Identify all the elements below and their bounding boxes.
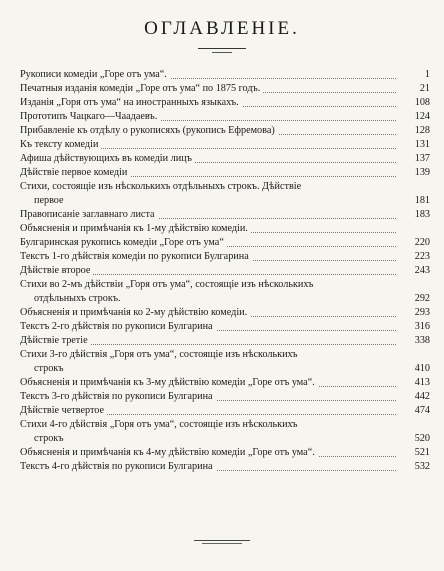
toc-entry-text: [20, 250, 252, 264]
toc-entry: [20, 306, 430, 320]
toc-entry-text: [20, 180, 400, 208]
toc-entry-label: Правописаніе заглавнаго листа: [20, 209, 158, 220]
toc-entry: [20, 110, 430, 124]
toc-page-number: 521: [396, 446, 430, 460]
toc-entry: [20, 208, 430, 222]
title-divider: [198, 48, 246, 49]
toc-page-number: 532: [396, 460, 430, 474]
toc-page-number: 474: [396, 404, 430, 418]
toc-page-number: 442: [396, 390, 430, 404]
toc-page-number: 137: [396, 152, 430, 166]
toc-page-number: 338: [396, 334, 430, 348]
toc-entry-label: Стихи во 2-мъ дѣйствіи „Горя отъ ума“, состоящіе изъ нѣсколькихъ: [20, 279, 316, 290]
toc-entry-label-continued: строкъ: [20, 363, 67, 374]
toc-entry-text: [20, 222, 251, 236]
toc-entry: [20, 96, 430, 110]
toc-entry: [20, 222, 430, 236]
toc-entry: [20, 166, 430, 180]
toc-entry-label-continued: первое: [20, 195, 67, 206]
toc-page-number: 410: [396, 362, 430, 376]
toc-entry-label-continued: отдѣльныхъ строкъ.: [20, 293, 124, 304]
toc-entry-label: Текстъ 1-го дѣйствія комедіи по рукописи Булгарина: [20, 251, 252, 262]
toc-entry-text: [20, 404, 107, 418]
toc-entry-text: [20, 390, 216, 404]
toc-page-number: 293: [396, 306, 430, 320]
toc-entry: [20, 320, 430, 334]
toc-entry-label-continued: строкъ: [20, 433, 67, 444]
toc-entry-label: Дѣйствіе второе: [20, 265, 93, 276]
toc-entry: [20, 404, 430, 418]
toc-entry-label: Дѣйствіе первое комедіи: [20, 167, 130, 178]
toc-entry-text: [20, 334, 91, 348]
toc-entry-text: [20, 236, 227, 250]
toc-entry-label: Объясненія и примѣчанія къ 3-му дѣйствію комедіи „Горе отъ ума“.: [20, 377, 318, 388]
toc-entry: [20, 264, 430, 278]
toc-page-number: 131: [396, 138, 430, 152]
toc-entry-text: [20, 96, 242, 110]
toc-page-number: 520: [396, 432, 430, 446]
toc-entry-text: [20, 82, 263, 96]
toc-entry-label: Объясненія и примѣчанія къ 1-му дѣйствію комедіи.: [20, 223, 251, 234]
toc-entry-label: Изданія „Горя отъ ума“ на иностранныхъ языкахъ.: [20, 97, 242, 108]
toc-entry: [20, 334, 430, 348]
toc-entry: [20, 138, 430, 152]
toc-entry-text: [20, 138, 101, 152]
toc-page-number: 292: [396, 292, 430, 306]
toc-entry: [20, 68, 430, 82]
toc-entry-label: Прибавленіе къ отдѣлу о рукописяхъ (рукопись Ефремова): [20, 125, 278, 136]
toc-page-number: 108: [396, 96, 430, 110]
toc-entry-label: Объясненія и примѣчанія къ 4-му дѣйствію комедіи „Горе отъ ума“.: [20, 447, 318, 458]
toc-entry-text: [20, 446, 318, 460]
closing-divider: [194, 540, 250, 541]
toc-page-number: 220: [396, 236, 430, 250]
toc-entry: [20, 82, 430, 96]
toc-entry-label: Объясненія и примѣчанія ко 2-му дѣйствію комедіи.: [20, 307, 250, 318]
toc-entry: [20, 418, 430, 446]
toc-entry-label: Стихи 4-го дѣйствія „Горя отъ ума“, состоящіе изъ нѣсколькихъ: [20, 419, 301, 430]
toc-entry: [20, 124, 430, 138]
toc-entry-text: [20, 460, 216, 474]
toc-entry-text: [20, 418, 400, 446]
toc-page-number: 183: [396, 208, 430, 222]
toc-entry: [20, 348, 430, 376]
toc-page-number: 124: [396, 110, 430, 124]
toc-entry-text: [20, 348, 400, 376]
toc-entry-label: Булгаринская рукопись комедіи „Горе отъ ума“: [20, 237, 227, 248]
toc-entry: [20, 250, 430, 264]
toc-page-number: 181: [396, 194, 430, 208]
toc-entry-label: Печатныя изданія комедіи „Горе отъ ума“ по 1875 годъ.: [20, 83, 263, 94]
toc-entry-label: Афиша дѣйствующихъ въ комедіи лицъ: [20, 153, 195, 164]
toc-entry-label: Дѣйствіе третіе: [20, 335, 91, 346]
toc-entry-label: Текстъ 3-го дѣйствія по рукописи Булгарина: [20, 391, 216, 402]
toc-page-number: 139: [396, 166, 430, 180]
toc-entry-text: [20, 166, 130, 180]
toc-entry-text: [20, 124, 278, 138]
toc-entry-text: [20, 152, 195, 166]
toc-entry-text: [20, 264, 93, 278]
toc-entry-text: [20, 306, 250, 320]
toc-entry-text: [20, 376, 318, 390]
toc-entry-label: Рукописи комедіи „Горе отъ ума“.: [20, 69, 170, 80]
toc-page-number: 316: [396, 320, 430, 334]
toc-page-number: 1: [396, 68, 430, 82]
toc-entry: [20, 446, 430, 460]
toc-entry: [20, 390, 430, 404]
toc-page-number: 243: [396, 264, 430, 278]
toc-entry-label: Прототипъ Чацкаго—Чаадаевъ.: [20, 111, 160, 122]
toc-page-number: 223: [396, 250, 430, 264]
toc-page-number: 128: [396, 124, 430, 138]
toc-page-number: 413: [396, 376, 430, 390]
table-of-contents: [20, 68, 430, 474]
toc-entry-text: [20, 208, 158, 222]
toc-entry-label: Стихи, состоящіе изъ нѣсколькихъ отдѣльныхъ строкъ. Дѣйствіе: [20, 181, 304, 192]
toc-entry-label: Текстъ 4-го дѣйствія по рукописи Булгарина: [20, 461, 216, 472]
toc-entry-label: Къ тексту комедіи: [20, 139, 101, 150]
toc-entry-label: Стихи 3-го дѣйствія „Горя отъ ума“, состоящіе изъ нѣсколькихъ: [20, 349, 301, 360]
toc-entry-text: [20, 320, 216, 334]
toc-entry-text: [20, 110, 160, 124]
toc-entry: [20, 376, 430, 390]
toc-entry: [20, 236, 430, 250]
toc-entry-label: Текстъ 2-го дѣйствія по рукописи Булгарина: [20, 321, 216, 332]
toc-page-number: 21: [396, 82, 430, 96]
toc-entry: [20, 278, 430, 306]
toc-entry: [20, 180, 430, 208]
toc-entry: [20, 152, 430, 166]
toc-entry-label: Дѣйствіе четвертое: [20, 405, 107, 416]
page-title: ОГЛАВЛЕНІЕ.: [144, 18, 300, 39]
toc-entry: [20, 460, 430, 474]
toc-entry-text: [20, 68, 170, 82]
toc-entry-text: [20, 278, 400, 306]
